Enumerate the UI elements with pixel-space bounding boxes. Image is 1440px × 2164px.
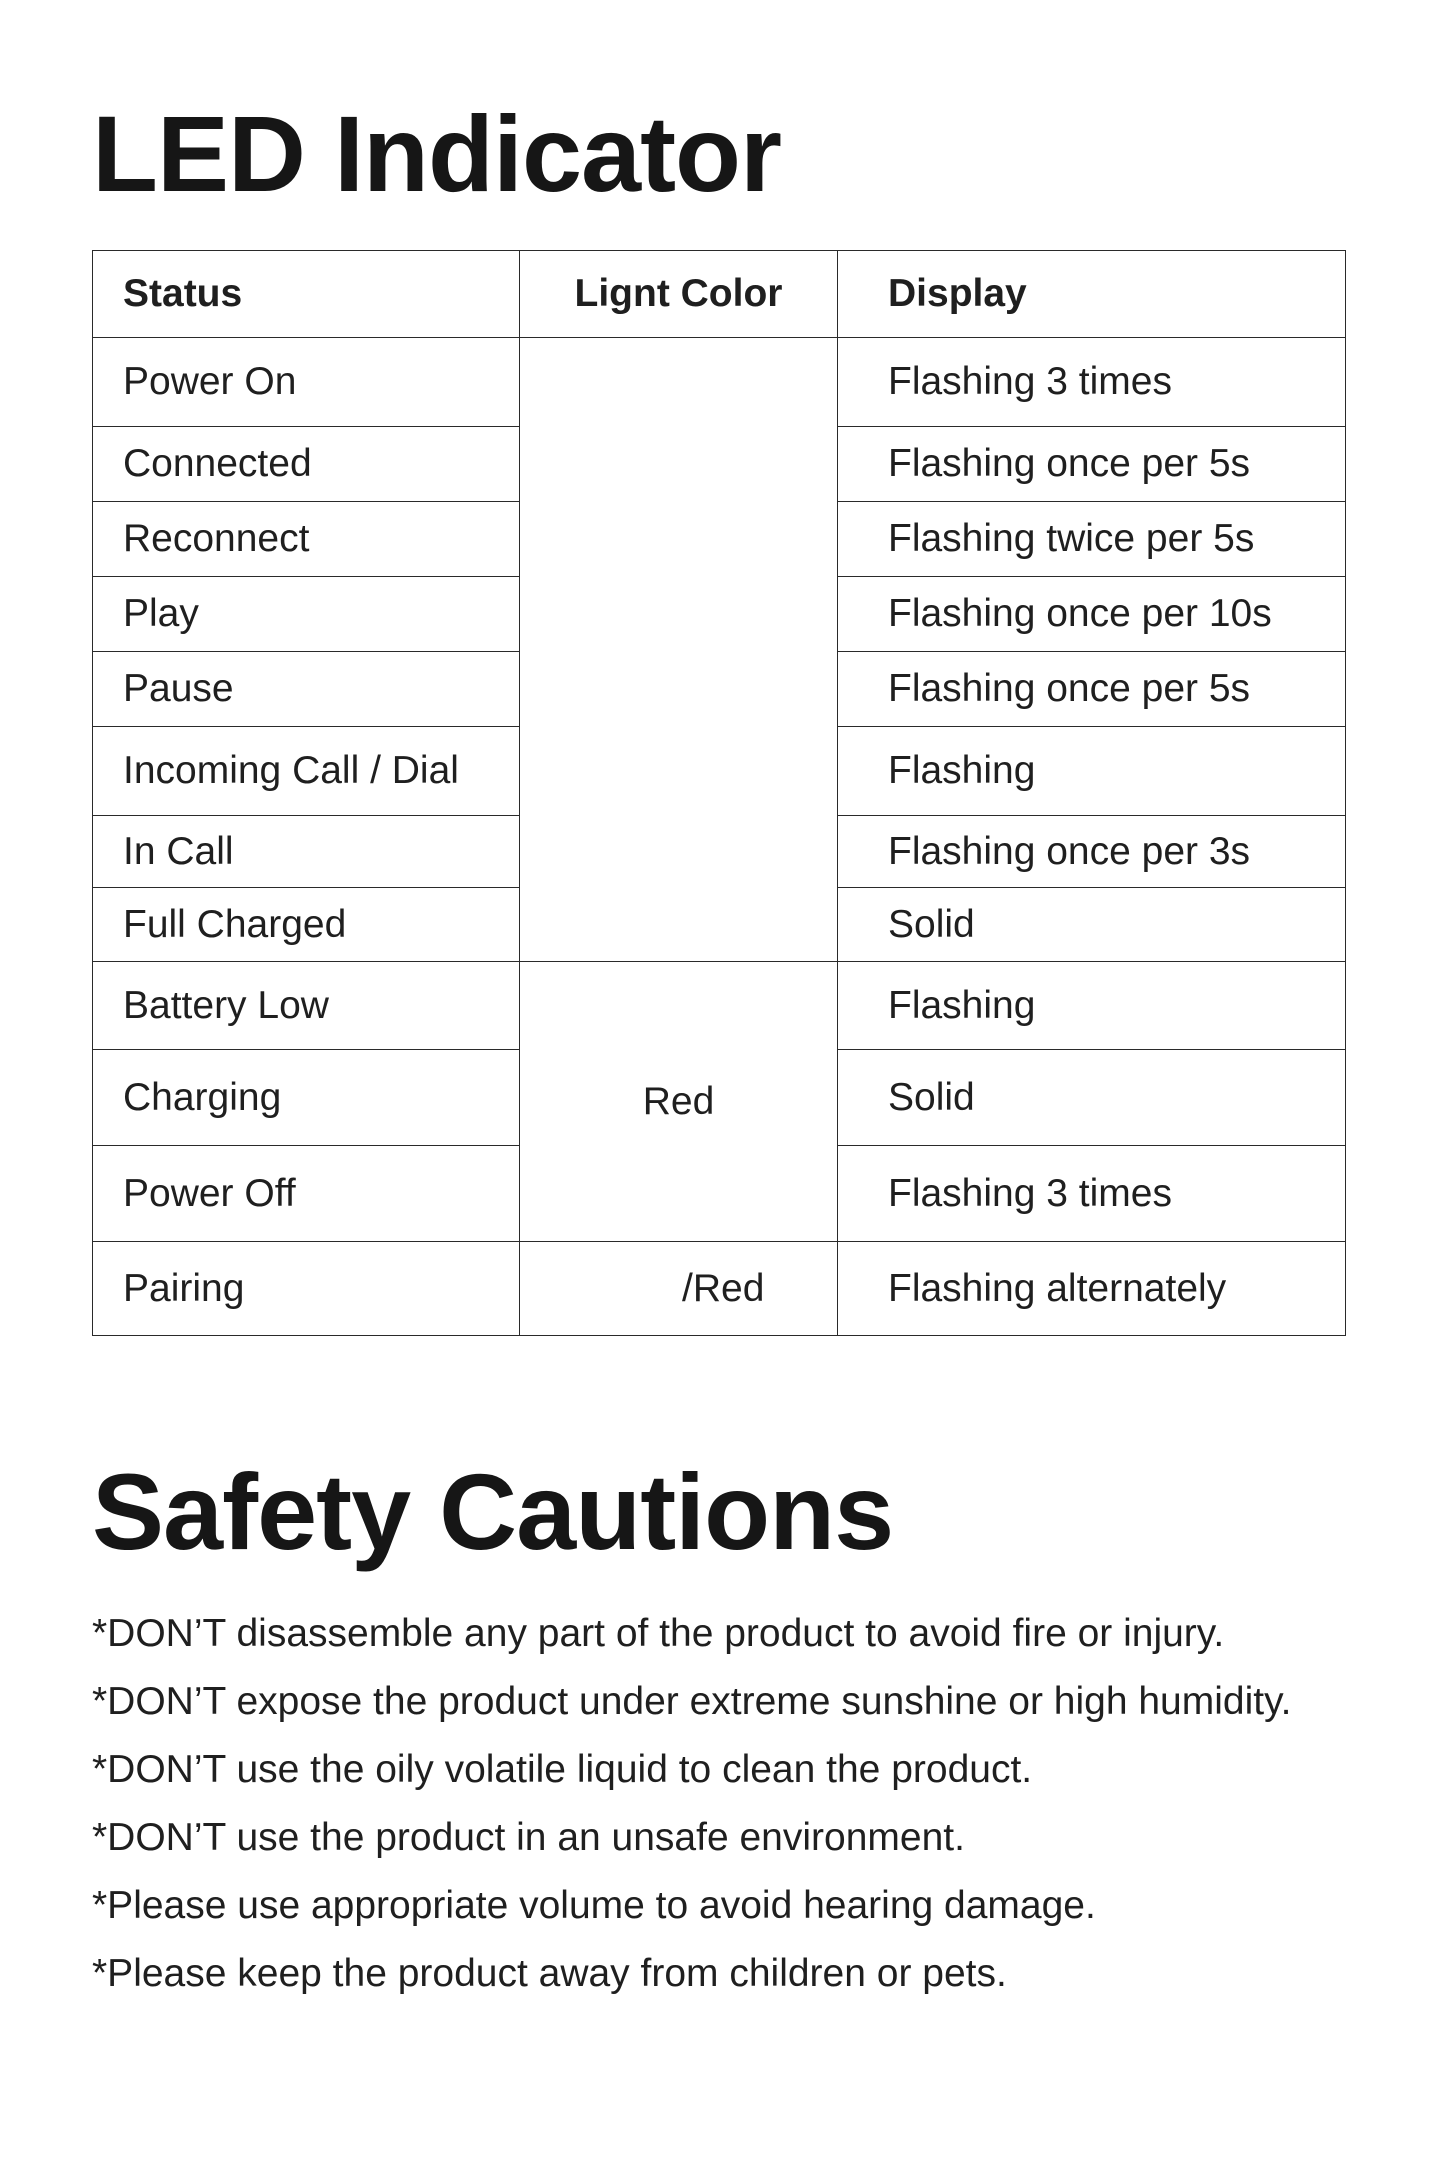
light-color-cell: /Red: [520, 1242, 838, 1336]
header-light-color: Lignt Color: [520, 251, 838, 338]
display-cell: Flashing alternately: [838, 1242, 1346, 1336]
header-display: Display: [838, 251, 1346, 338]
display-cell: Flashing: [838, 962, 1346, 1050]
table-header-row: [93, 251, 1346, 338]
display-cell: Flashing once per 5s: [838, 652, 1346, 727]
list-item: *DON’T use the product in an unsafe environment.: [92, 1816, 965, 1859]
status-cell: In Call: [93, 816, 520, 888]
table-row: [93, 962, 1346, 1050]
light-color-cell: [520, 338, 838, 962]
led-indicator-title: LED Indicator: [92, 93, 782, 214]
status-cell: Incoming Call / Dial: [93, 727, 520, 816]
status-cell: Play: [93, 577, 520, 652]
header-status: Status: [93, 251, 520, 338]
display-cell: Flashing once per 10s: [838, 577, 1346, 652]
status-cell: Pause: [93, 652, 520, 727]
list-item: *DON’T use the oily volatile liquid to clean the product.: [92, 1748, 1033, 1791]
list-item: *DON’T expose the product under extreme sunshine or high humidity.: [92, 1680, 1292, 1723]
led-indicator-table: [92, 250, 1346, 1336]
light-color-cell: Red: [520, 962, 838, 1242]
display-cell: Solid: [838, 888, 1346, 962]
display-cell: Flashing: [838, 727, 1346, 816]
status-cell: Full Charged: [93, 888, 520, 962]
status-cell: Battery Low: [93, 962, 520, 1050]
safety-cautions-list: [92, 1600, 1292, 2008]
display-cell: Flashing twice per 5s: [838, 502, 1346, 577]
table-row: [93, 338, 1346, 427]
display-cell: Flashing once per 5s: [838, 427, 1346, 502]
status-cell: Reconnect: [93, 502, 520, 577]
table-row: [93, 1242, 1346, 1336]
display-cell: Flashing once per 3s: [838, 816, 1346, 888]
list-item: *Please keep the product away from children or pets.: [92, 1952, 1007, 1995]
list-item: *Please use appropriate volume to avoid hearing damage.: [92, 1884, 1096, 1927]
display-cell: Solid: [838, 1050, 1346, 1146]
list-item: *DON’T disassemble any part of the product to avoid fire or injury.: [92, 1612, 1225, 1655]
display-cell: Flashing 3 times: [838, 338, 1346, 427]
status-cell: Pairing: [93, 1242, 520, 1336]
status-cell: Connected: [93, 427, 520, 502]
safety-cautions-title: Safety Cautions: [92, 1451, 894, 1572]
display-cell: Flashing 3 times: [838, 1146, 1346, 1242]
status-cell: Power On: [93, 338, 520, 427]
status-cell: Charging: [93, 1050, 520, 1146]
status-cell: Power Off: [93, 1146, 520, 1242]
